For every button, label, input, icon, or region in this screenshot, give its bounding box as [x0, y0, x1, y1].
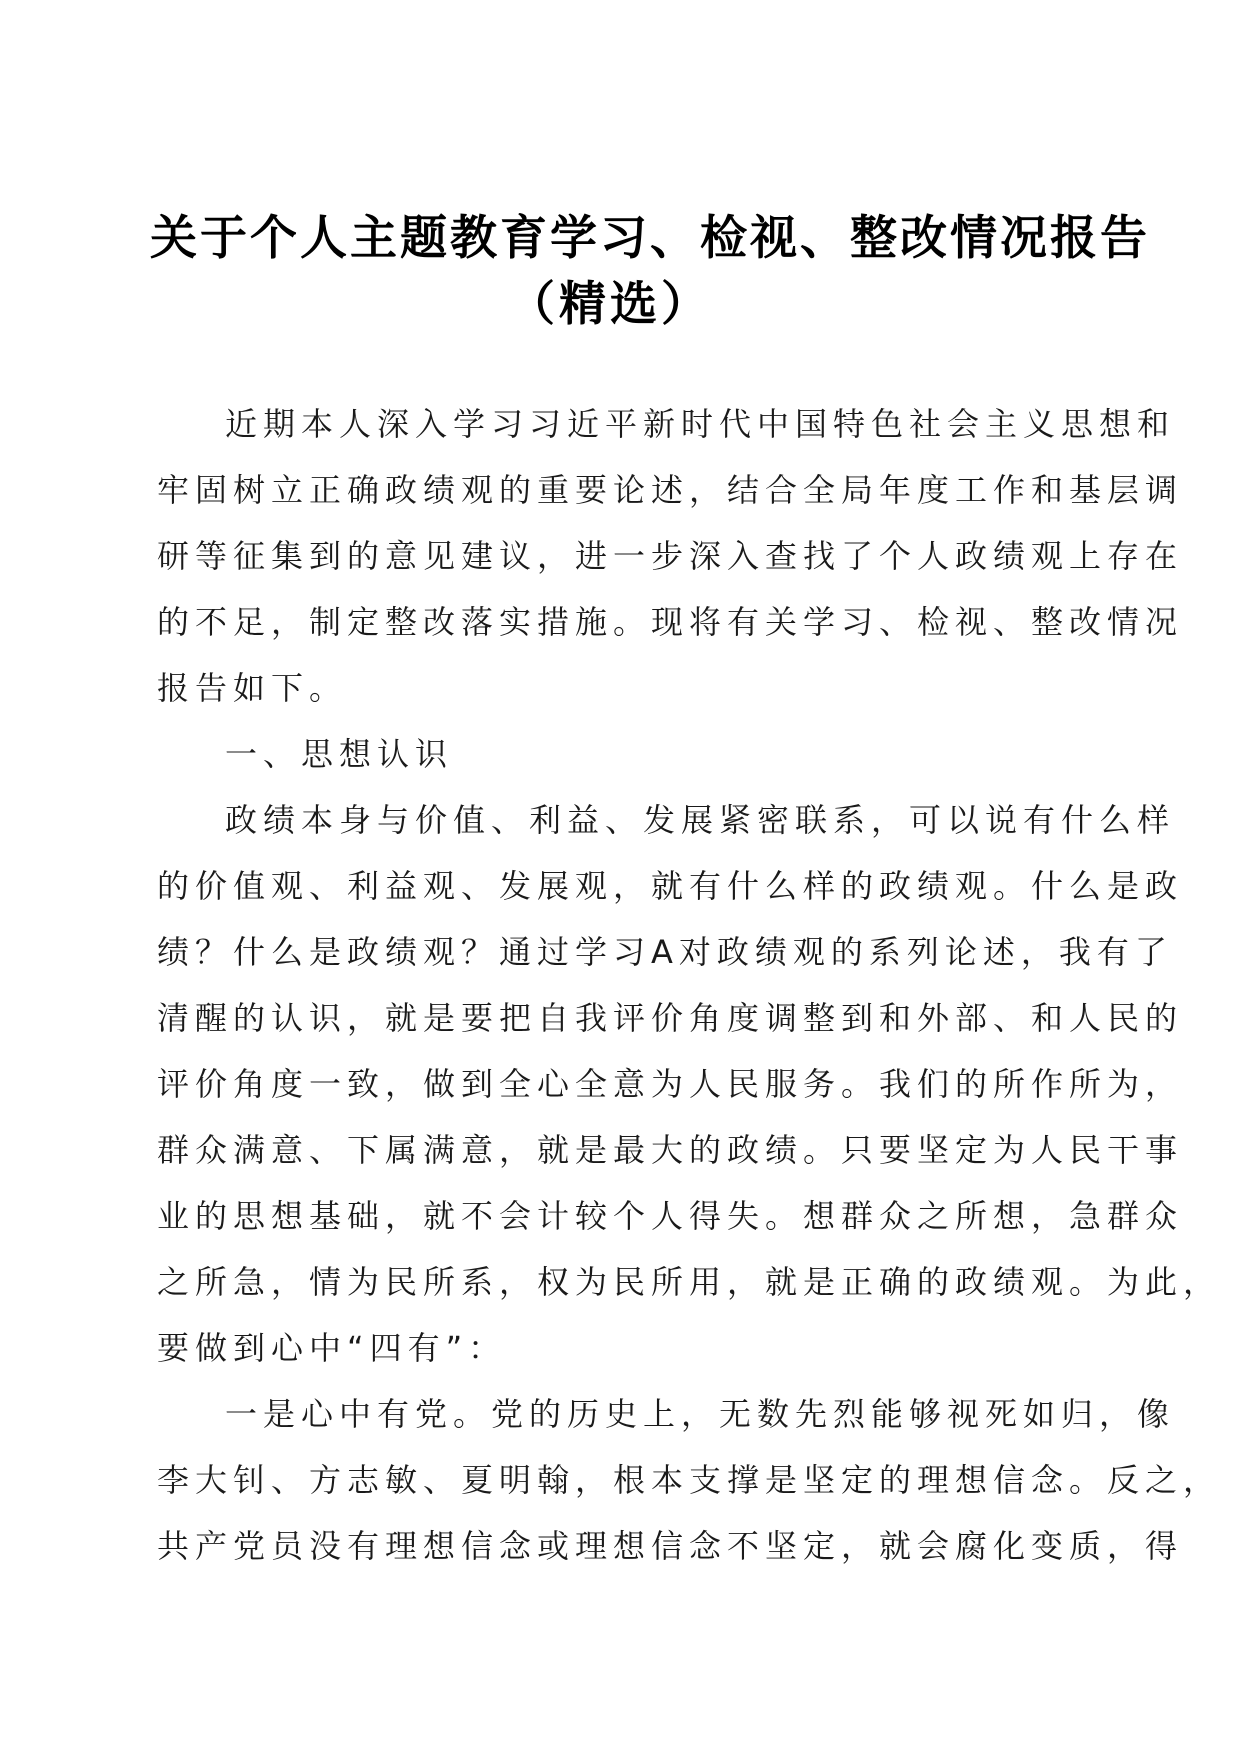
body-line: 一是心中有党。党的历史上，无数先烈能够视死如归，像: [225, 1395, 1176, 1433]
body-line: 清醒的认识，就是要把自我评价角度调整到和外部、和人民的: [157, 999, 1184, 1037]
title-line-sub: （精选）: [508, 277, 712, 332]
body-line: 的价值观、利益观、发展观，就有什么样的政绩观。什么是政: [157, 867, 1184, 905]
title-line-main: 关于个人主题教育学习、检视、整改情况报告: [150, 211, 1150, 266]
document-body: [157, 391, 1222, 1579]
body-line: 评价角度一致，做到全心全意为人民服务。我们的所作所为，: [157, 1065, 1184, 1103]
body-line: 的不足，制定整改落实措施。现将有关学习、检视、整改情况: [157, 603, 1184, 641]
body-line: 报告如下。: [157, 669, 348, 707]
body-line: 之所急，情为民所系，权为民所用，就是正确的政绩观。为此，: [157, 1263, 1222, 1301]
body-line: 李大钊、方志敏、夏明翰，根本支撑是坚定的理想信念。反之，: [157, 1461, 1222, 1499]
body-line: 业的思想基础，就不会计较个人得失。想群众之所想，急群众: [157, 1197, 1184, 1235]
body-line: 研等征集到的意见建议，进一步深入查找了个人政绩观上存在: [157, 537, 1184, 575]
body-line: 共产党员没有理想信念或理想信念不坚定，就会腐化变质，得: [157, 1527, 1184, 1565]
body-line: 要做到心中“四有”：: [157, 1329, 507, 1367]
body-line: 牢固树立正确政绩观的重要论述，结合全局年度工作和基层调: [157, 471, 1184, 509]
body-line: 绩？什么是政绩观？通过学习A对政绩观的系列论述，我有了: [157, 933, 1173, 971]
document-title: [150, 211, 1150, 332]
section-heading: 一、思想认识: [225, 735, 454, 773]
body-line: 政绩本身与价值、利益、发展紧密联系，可以说有什么样: [225, 801, 1176, 839]
body-line: 群众满意、下属满意，就是最大的政绩。只要坚定为人民干事: [157, 1131, 1184, 1169]
body-line: 近期本人深入学习习近平新时代中国特色社会主义思想和: [225, 405, 1176, 443]
